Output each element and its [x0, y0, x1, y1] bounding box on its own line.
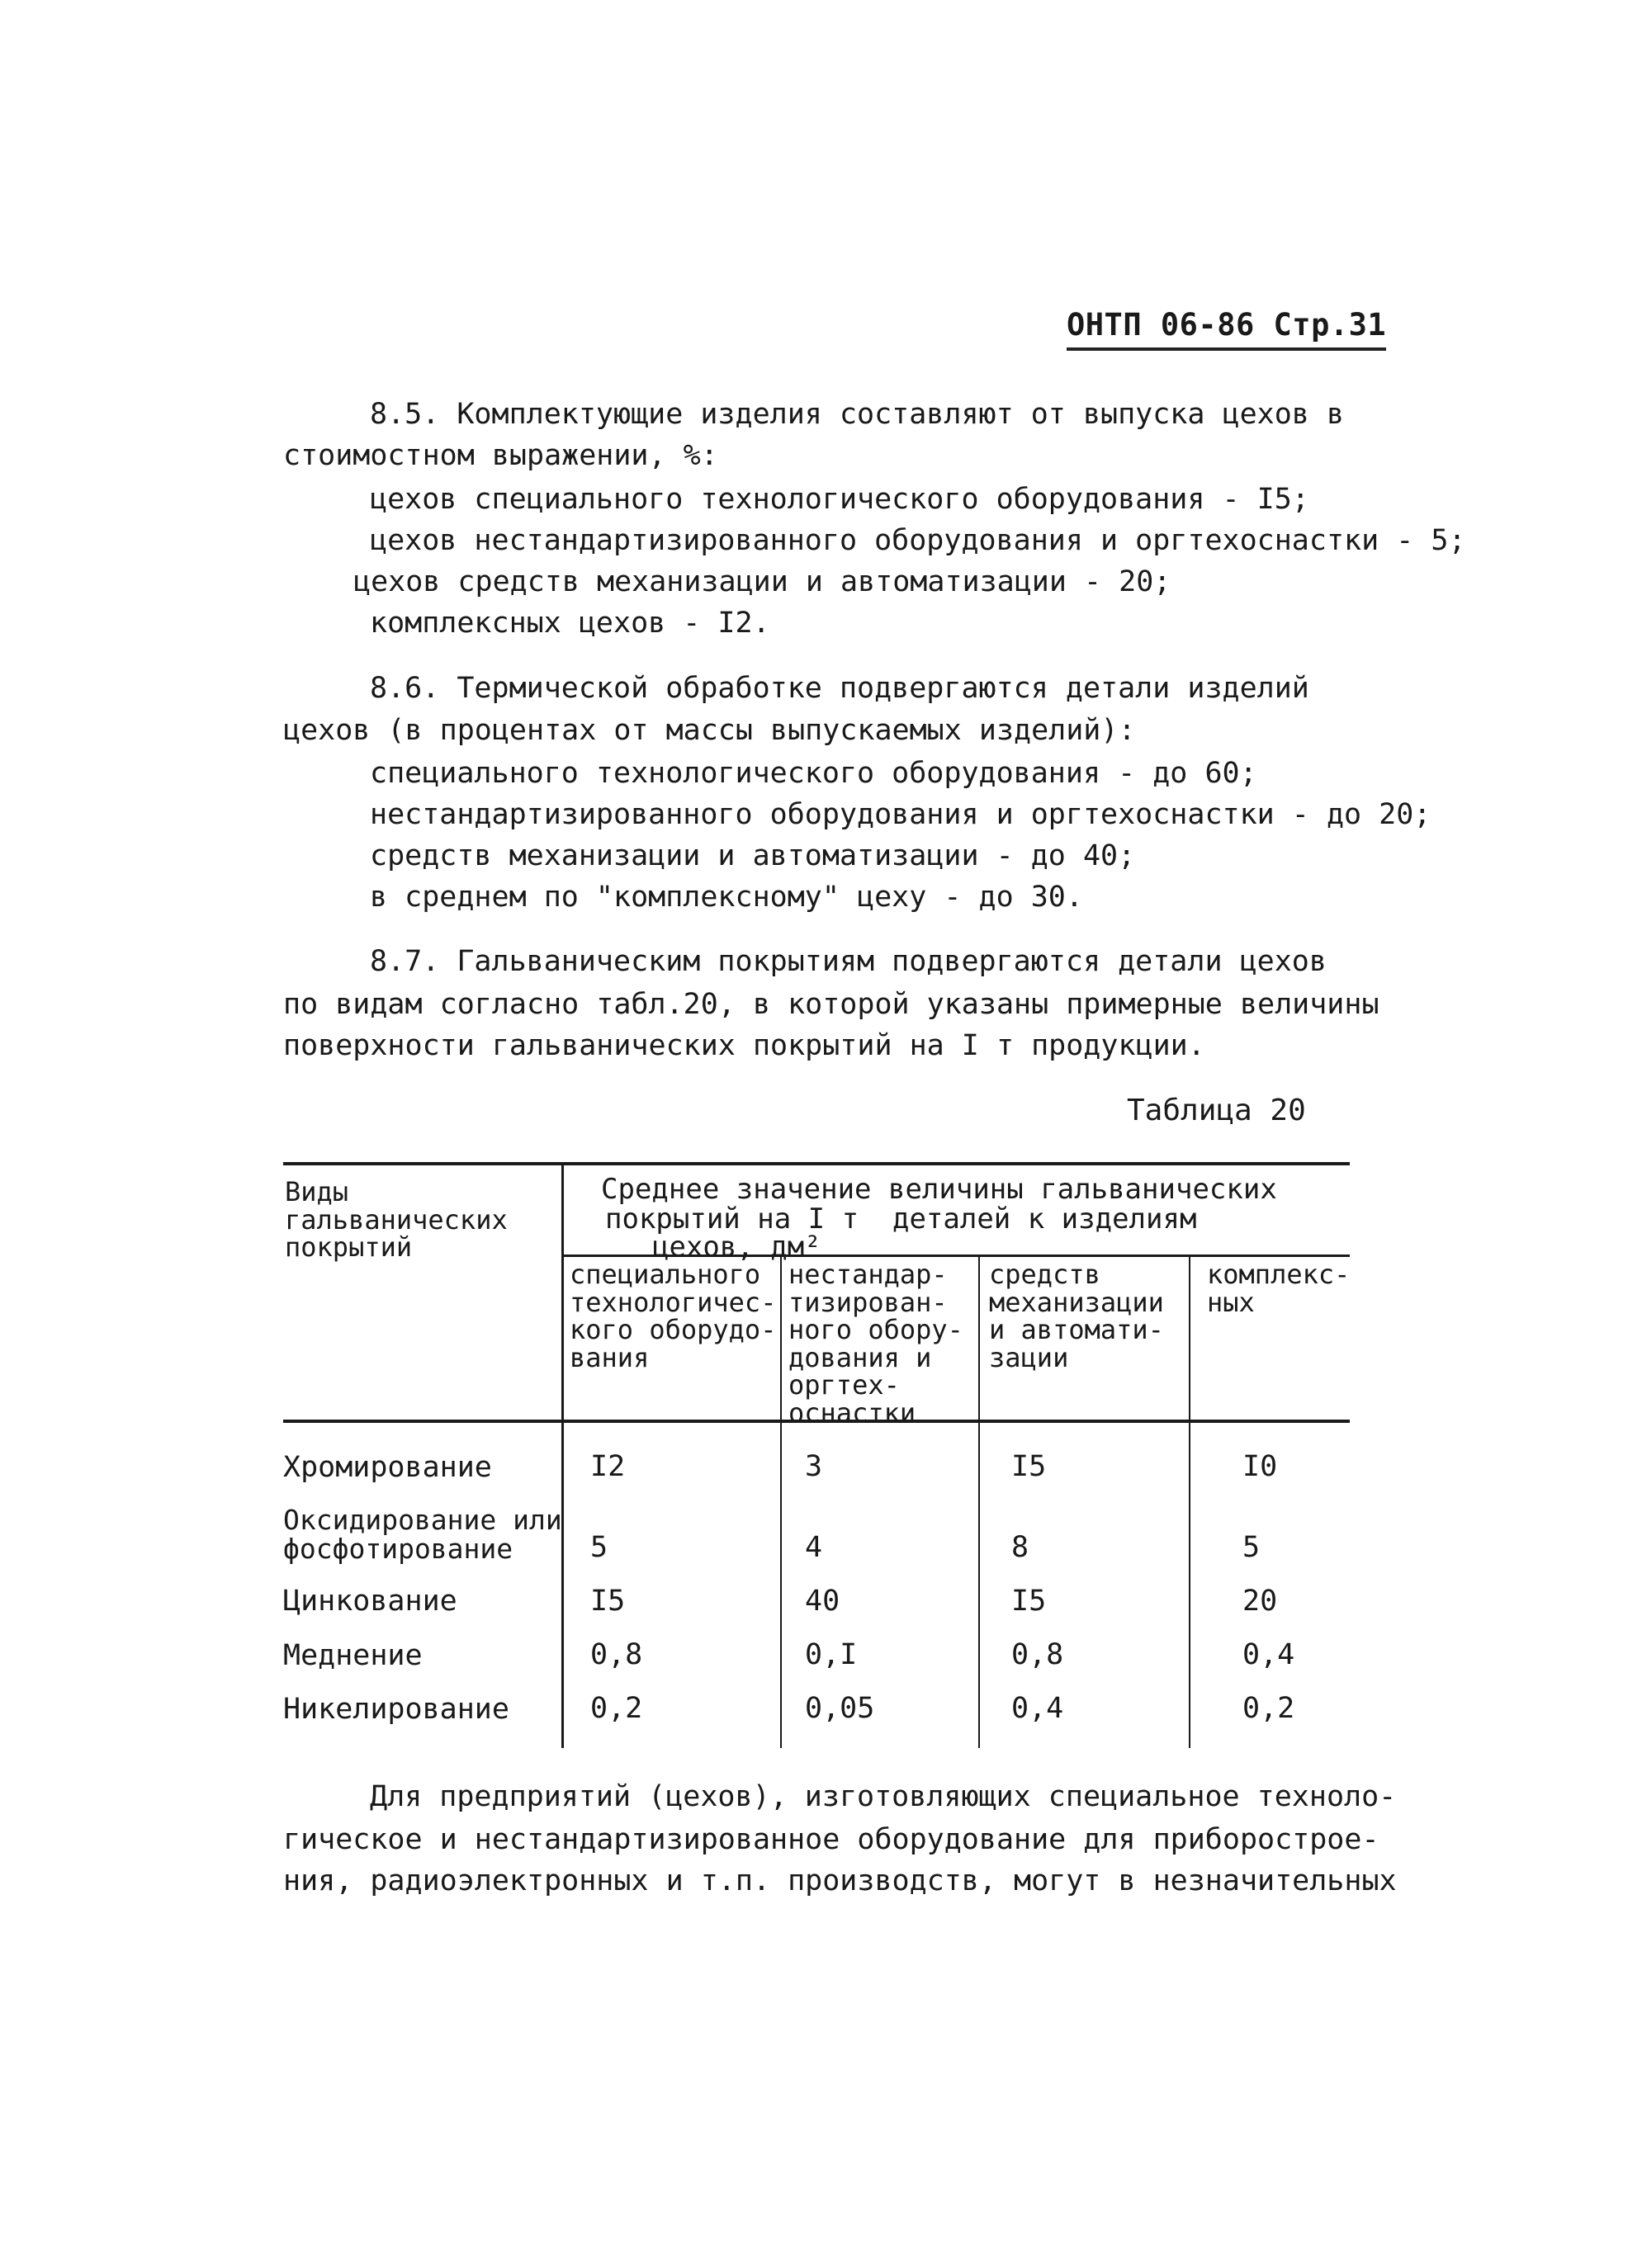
p86-line-3: специального технологического оборудования - до 60;: [370, 757, 1257, 790]
table-cell: 4: [805, 1531, 823, 1564]
table-cell: 0,2: [1242, 1692, 1295, 1725]
p85-line-2: стоимостном выражении, %:: [283, 439, 718, 472]
p85-line-1: 8.5. Комплектующие изделия составляют от выпуска цехов в: [370, 398, 1345, 431]
table-header-special: специального технологичес- кого оборудо- вания: [570, 1259, 777, 1373]
table-cell: 0,4: [1011, 1692, 1064, 1725]
table-cell: 0,8: [1011, 1638, 1064, 1671]
p86-line-2: цехов (в процентах от массы выпускаемых изделий):: [283, 714, 1136, 747]
table-col-divider-2: [780, 1254, 782, 1748]
table-cell: I2: [590, 1450, 626, 1483]
p85-line-5: цехов средств механизации и автоматизации - 20;: [353, 565, 1171, 598]
p85-line-3: цехов специального технологического оборудования - I5;: [370, 483, 1309, 516]
table-row-label: Оксидирование или фосфотирование: [283, 1504, 562, 1565]
table-group-header-line-3: цехов, дм²: [652, 1231, 821, 1264]
table-row-label: Цинкование: [283, 1585, 457, 1618]
closing-line-2: гическое и нестандартизированное оборудование для приборострое-: [283, 1823, 1379, 1856]
table-top-rule: [283, 1162, 1350, 1165]
table-cell: 0,I: [805, 1638, 858, 1671]
p87-line-1: 8.7. Гальваническим покрытиям подвергаются детали цехов: [370, 945, 1327, 978]
table-row-label: Хромирование: [283, 1451, 492, 1484]
p86-line-4: нестандартизированного оборудования и оргтехоснастки - до 20;: [370, 798, 1431, 831]
table-cell: 20: [1242, 1585, 1278, 1618]
table-cell: 40: [805, 1585, 840, 1618]
closing-line-1: Для предприятий (цехов), изготовляющих специальное техноло-: [370, 1780, 1397, 1813]
table-row-label: Никелирование: [283, 1693, 509, 1726]
p87-line-2: по видам согласно табл.20, в которой указаны примерные величины: [283, 988, 1379, 1021]
table-header-kind: Виды гальванических покрытий: [285, 1176, 508, 1264]
p86-line-1: 8.6. Термической обработке подвергаются детали изделий: [370, 672, 1309, 705]
table-cell: 0,2: [590, 1692, 643, 1725]
p85-line-6: комплексных цехов - I2.: [370, 607, 770, 640]
table-cell: 0,05: [805, 1692, 875, 1725]
p85-line-4: цехов нестандартизированного оборудования и оргтехоснастки - 5;: [370, 524, 1466, 557]
document-reference: ОНТП 06-86 Стр.31: [1067, 307, 1386, 351]
table-cell: 0,8: [590, 1638, 643, 1671]
table-cell: 5: [590, 1531, 608, 1564]
table-cell: I5: [590, 1585, 626, 1618]
table-header-nonstandard: нестандар- тизирован- ного обору- дования и оргтех- оснастки: [788, 1259, 963, 1429]
table-cell: 5: [1242, 1531, 1261, 1564]
table-cell: I5: [1011, 1585, 1047, 1618]
p86-line-6: в среднем по "комплексному" цеху - до 30.: [370, 881, 1083, 914]
table-row-label: Меднение: [283, 1639, 423, 1672]
table-col-divider-3: [978, 1254, 980, 1748]
table-cell: 0,4: [1242, 1638, 1295, 1671]
table-col-divider-4: [1189, 1254, 1190, 1748]
closing-line-3: ния, радиоэлектронных и т.п. производств, могут в незначительных: [283, 1864, 1397, 1897]
p86-line-5: средств механизации и автоматизации - до 40;: [370, 839, 1136, 872]
table-cell: 8: [1011, 1531, 1029, 1564]
table-caption: Таблица 20: [1127, 1094, 1306, 1127]
table-header-mechanization: средств механизации и автомати- зации: [989, 1259, 1164, 1373]
table-header-complex: комплекс- ных: [1207, 1259, 1351, 1318]
table-cell: 3: [805, 1450, 823, 1483]
table-cell: I5: [1011, 1450, 1047, 1483]
p87-line-3: поверхности гальванических покрытий на I т продукции.: [283, 1029, 1205, 1062]
table-cell: I0: [1242, 1450, 1278, 1483]
table-group-header-line-2: покрытий на I т деталей к изделиям: [605, 1203, 1197, 1236]
table-col-divider-1: [561, 1162, 564, 1748]
table-group-header-line-1: Среднее значение величины гальванических: [601, 1173, 1277, 1206]
